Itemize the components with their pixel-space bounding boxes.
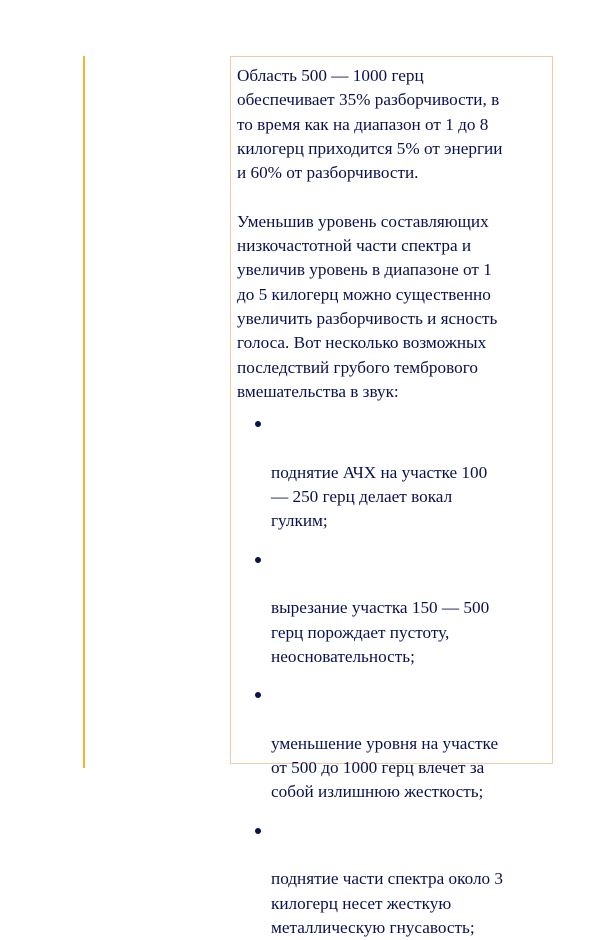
list-item-text: поднятие АЧХ на участке 100 — 250 герц делает вокал гулким;: [271, 462, 488, 531]
list-item: [237, 412, 544, 533]
list-item-text: поднятие части спектра около 3 килогерц несет жесткую металлическую гнусавость;: [271, 869, 504, 937]
list-item: [237, 548, 544, 669]
list-item: [237, 819, 544, 940]
bullet-dot-icon: [255, 692, 261, 698]
bullet-dot-icon: [255, 828, 261, 834]
left-margin-rule: [83, 56, 85, 768]
bullet-dot-icon: [255, 421, 261, 427]
bullet-dot-icon: [255, 557, 261, 563]
paragraph-consequences: Уменьшив уровень составляющих низкочастотной части спектра и увеличив уровень в диапазоне от 1 до 5 килогерц можно существенно увеличить разборчивость и ясность голоса. Вот несколько возможных последствий грубого тембрового вмешательства в звук:: [237, 211, 498, 401]
list-item-text: уменьшение уровня на участке от 500 до 1000 герц влечет за собой излишнюю жесткость;: [271, 733, 499, 802]
list-item: [237, 683, 544, 804]
text-box: [230, 56, 553, 937]
bullet-list: [237, 412, 544, 940]
paragraph-intelligibility: Область 500 — 1000 герц обеспечивает 35% разборчивости, в то время как на диапазон от 1 до 8 килогерц приходится 5% от энергии и 60% от разборчивости.: [237, 66, 503, 183]
list-item-text: вырезание участка 150 — 500 герц порождает пустоту, неосновательность;: [271, 598, 490, 666]
